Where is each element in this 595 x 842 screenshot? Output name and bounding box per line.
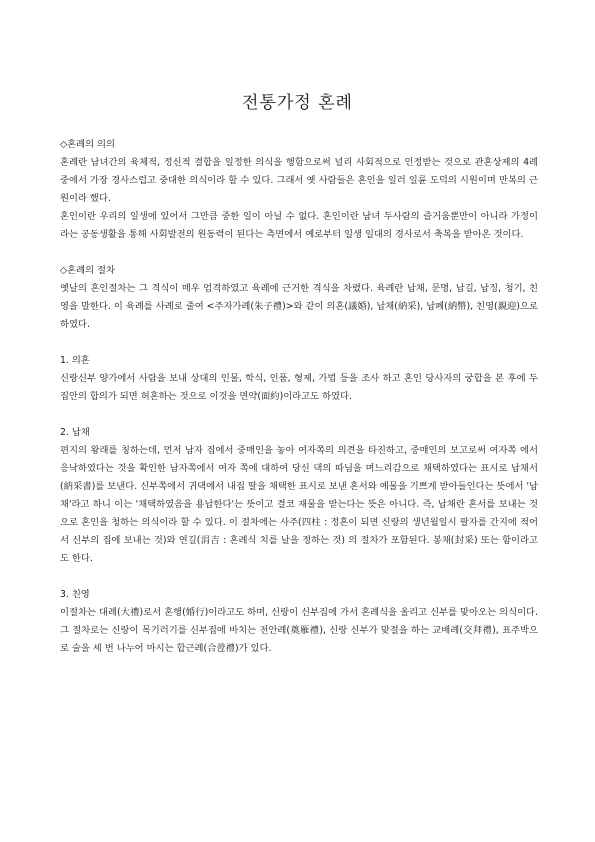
section-heading: 3. 친영 (60, 589, 90, 600)
document-title: 전통가정 혼례 (242, 93, 353, 113)
section-heading: ◇혼례의 의의 (60, 139, 116, 150)
paragraph: 편지의 왕래를 칭하는데, 먼저 남자 집에서 중매인을 놓아 여자쪽의 의견을 타진하고, 중매인의 보고로써 여자쪽 에서 응낙하였다는 것을 확인한 남자쪽에서 여자 쪽에 대하여 당신 댁의 따님을 며느리감으로 채택하였다는 표시로 납채서(納采書)를 보낸다. 신부쪽에서 귀댁에서 내집 딸을 채택한 표시로 보낸 혼서와 예물을 기쁘게 받아들인다는 뜻에서 '납채'라고 하니 이는 '채택하였음을 용납한다'는 뜻이고 결코 재물을 받는다는 뜻은 아니다. 즉, 납채란 혼서를 보내는 것으로 혼인을 청하는 의식이라 할 수 있다. 이 절차에는 사주(四柱 : 정혼이 되면 신랑의 생년월일시 팔자를 간지에 적어서 신부의 집에 보내는 것)와 연길(涓吉 : 혼례식 치를 날을 정하는 것) 의 절차가 포함된다. 봉채(封采) 또는 함이라고도 한다. (60, 445, 538, 564)
section-meaning (60, 136, 538, 244)
section-heading: ◇혼례의 절차 (60, 265, 116, 276)
paragraph: 신랑신부 양가에서 사람을 보내 상대의 인물, 학식, 인품, 형제, 가법 등을 조사 하고 혼인 당사자의 궁합을 본 후에 두 집안의 합의가 되면 허혼하는 것으로 이것을 면약(面約)이라고도 하였다. (60, 373, 538, 402)
section-napchae (60, 424, 538, 568)
section-procedure (60, 262, 538, 334)
section-uihon (60, 352, 538, 406)
document-body (60, 136, 538, 676)
paragraph: 혼례란 남녀간의 육체적, 정신적 결합을 일정한 의식을 행함으로써 널리 사회적으로 인정받는 것으로 관혼상제의 4례 중에서 가장 경사스럽고 중대한 의식이라 할 수 있다. 그래서 옛 사람들은 혼인을 일러 일륜 도덕의 시원이며 만복의 근원이라 했다. (60, 157, 538, 204)
paragraph: 옛날의 혼인절차는 그 격식이 매우 엄격하였고 육례에 근거한 격식을 차렸다. 육례란 납채, 문명, 납길, 납징, 청기, 친영을 말한다. 이 육례를 사례로 줄여 <주자가례(朱子禮)>와 같이 의혼(議婚), 납채(納采), 납폐(納幣), 친영(親迎)으로 하였다. (60, 283, 538, 330)
section-chinyeong (60, 586, 538, 658)
paragraph: 이절차는 대례(大禮)로서 혼행(婚行)이라고도 하며, 신랑이 신부집에 가서 혼례식을 올리고 신부를 맞아오는 의식이다. 그 절차로는 신랑이 목기러기를 신부집에 바치는 전안례(奠雁禮), 신랑 신부가 맞절을 하는 교배례(交拜禮), 표주박으로 술을 세 번 나누어 마시는 합근례(合卺禮)가 있다. (60, 607, 538, 654)
paragraph: 혼인이란 우리의 일생에 있어서 그만큼 중한 일이 아닐 수 없다. 혼인이란 남녀 두사람의 즐거움뿐만이 아니라 가정이라는 공동생활을 통해 사회발전의 원동력이 된다는 측면에서 예로부터 일생 일대의 경사로서 축복을 받아온 것이다. (60, 211, 538, 240)
section-heading: 1. 의혼 (60, 355, 90, 366)
section-heading: 2. 납채 (60, 427, 90, 438)
